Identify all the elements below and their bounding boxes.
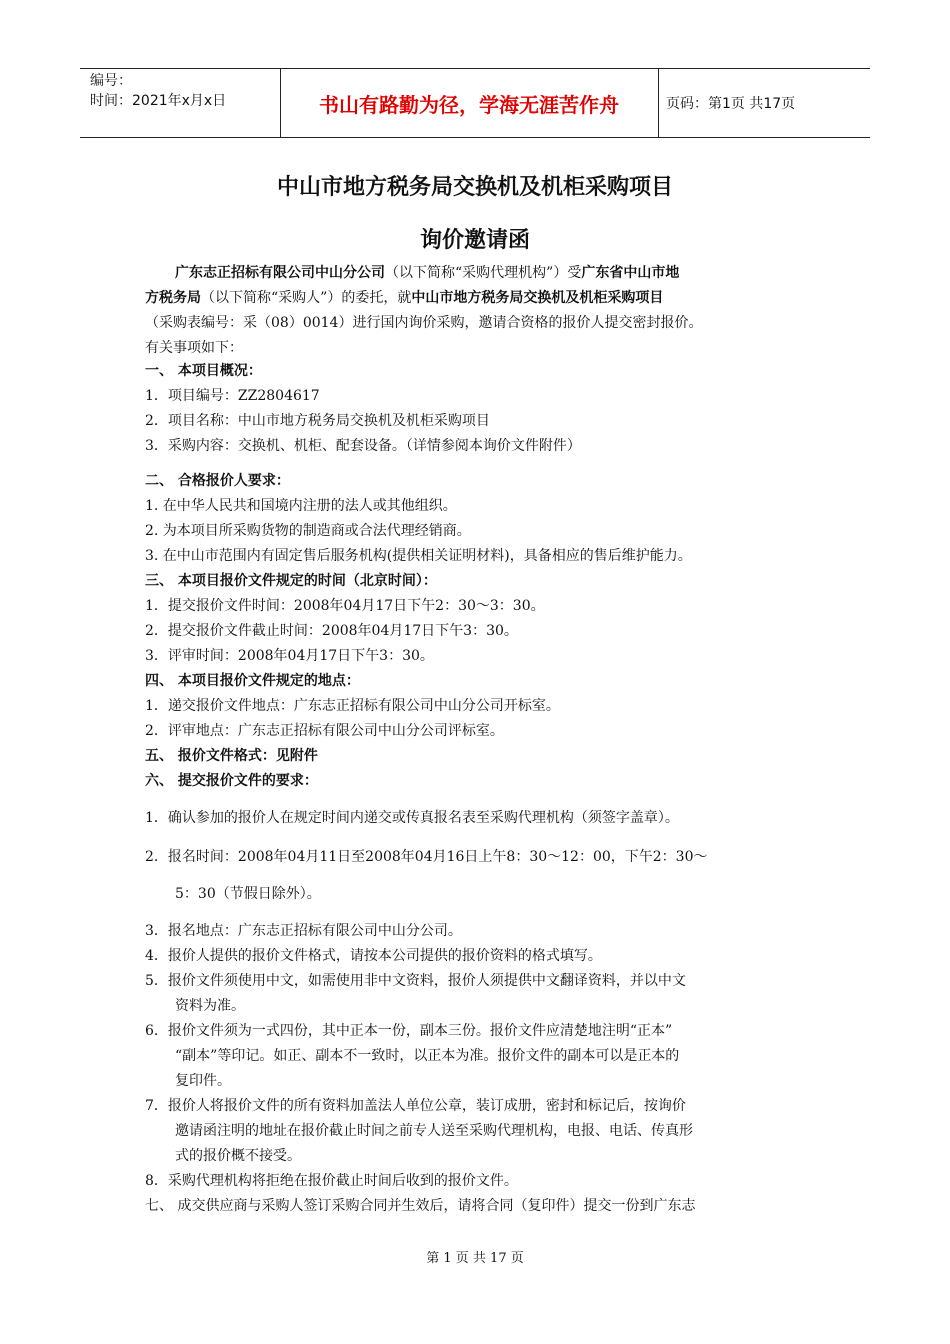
list-item: 3. 在中山市范围内有固定售后服务机构(提供相关证明材料)，具备相应的售后维护能力。: [145, 548, 692, 564]
list-item: 1. 在中华人民共和国境内注册的法人或其他组织。: [145, 498, 457, 514]
section-heading: 一、 本项目概况：: [145, 363, 262, 379]
section-heading: 三、 本项目报价文件规定的时间（北京时间）：: [145, 573, 437, 589]
list-item: 8．采购代理机构将拒绝在报价截止时间后收到的报价文件。: [145, 1173, 518, 1189]
list-item: 5．报价文件须使用中文，如需使用非中文资料，报价人须提供中文翻译资料，并以中文: [145, 973, 686, 989]
list-item: 2．提交报价文件截止时间：2008年04月17日下午3：30。: [145, 623, 518, 639]
intro-line: （采购表编号：采（08）0014）进行国内询价采购，邀请合资格的报价人提交密封报价。: [145, 315, 703, 331]
header-page-number: 页码：第1页 共17页: [666, 96, 796, 112]
list-item-continued: 复印件。: [175, 1073, 231, 1089]
header-divider: [658, 69, 659, 137]
intro-line: 有关事项如下：: [145, 340, 243, 356]
list-item: 1．递交报价文件地点：广东志正招标有限公司中山分公司开标室。: [145, 698, 560, 714]
list-item: 3．评审时间：2008年04月17日下午3：30。: [145, 648, 434, 664]
list-item: 2. 为本项目所采购货物的制造商或合法代理经销商。: [145, 523, 471, 539]
list-item: 2．评审地点：广东志正招标有限公司中山分公司评标室。: [145, 723, 504, 739]
list-item: 2．报名时间：2008年04月11日至2008年04月16日上午8：30～12：00，下午2：30～: [145, 849, 708, 865]
list-item-continued: 式的报价概不接受。: [175, 1148, 301, 1164]
doc-subtitle: 询价邀请函: [419, 228, 530, 253]
section-heading: 六、 提交报价文件的要求：: [145, 773, 318, 789]
list-item-continued: 5：30（节假日除外）。: [175, 886, 321, 902]
section-heading: 四、 本项目报价文件规定的地点：: [145, 673, 360, 689]
doc-title: 中山市地方税务局交换机及机柜采购项目: [276, 175, 673, 200]
intro-line: 广东志正招标有限公司中山分公司（以下简称“采购代理机构”）受广东省中山市地: [175, 265, 680, 281]
list-item: 1．提交报价文件时间：2008年04月17日下午2：30～3：30。: [145, 598, 545, 614]
section-line: 七、 成交供应商与采购人签订采购合同并生效后，请将合同（复印件）提交一份到广东志: [145, 1198, 696, 1214]
list-item-continued: 邀请函注明的地址在报价截止时间之前专人送至采购代理机构，电报、电话、传真形: [175, 1123, 693, 1139]
list-item: 6．报价文件须为一式四份，其中正本一份，副本三份。报价文件应清楚地注明“正本”: [145, 1023, 673, 1039]
header-motto: 书山有路勤为径，学海无涯苦作舟: [319, 92, 619, 117]
intro-line: 方税务局（以下简称“采购人”）的委托，就中山市地方税务局交换机及机柜采购项目: [145, 290, 664, 306]
doc-number: 编号：: [90, 73, 132, 89]
list-item: 2．项目名称：中山市地方税务局交换机及机柜采购项目: [145, 413, 490, 429]
section-heading: 二、 合格报价人要求：: [145, 473, 290, 489]
list-item-continued: 资料为准。: [175, 998, 245, 1014]
page-footer: 第 1 页 共 17 页: [426, 1251, 524, 1266]
doc-time: 时间：2021年x月x日: [90, 93, 227, 109]
list-item: 1．确认参加的报价人在规定时间内递交或传真报名表至采购代理机构（须签字盖章）。: [145, 810, 679, 826]
list-item: 7．报价人将报价文件的所有资料加盖法人单位公章，装订成册，密封和标记后，按询价: [145, 1098, 686, 1114]
header-meta: [90, 71, 226, 111]
section-heading: 五、 报价文件格式：见附件: [145, 748, 318, 764]
list-item: 4．报价人提供的报价文件格式，请按本公司提供的报价资料的格式填写。: [145, 948, 602, 964]
list-item: 3．报名地点：广东志正招标有限公司中山分公司。: [145, 923, 462, 939]
list-item-continued: “副本”等印记。如正、副本不一致时，以正本为准。报价文件的副本可以是正本的: [175, 1048, 680, 1064]
page-header: [80, 68, 870, 138]
list-item: 1．项目编号：ZZ2804617: [145, 388, 320, 404]
list-item: 3．采购内容：交换机、机柜、配套设备。（详情参阅本询价文件附件）: [145, 438, 581, 454]
